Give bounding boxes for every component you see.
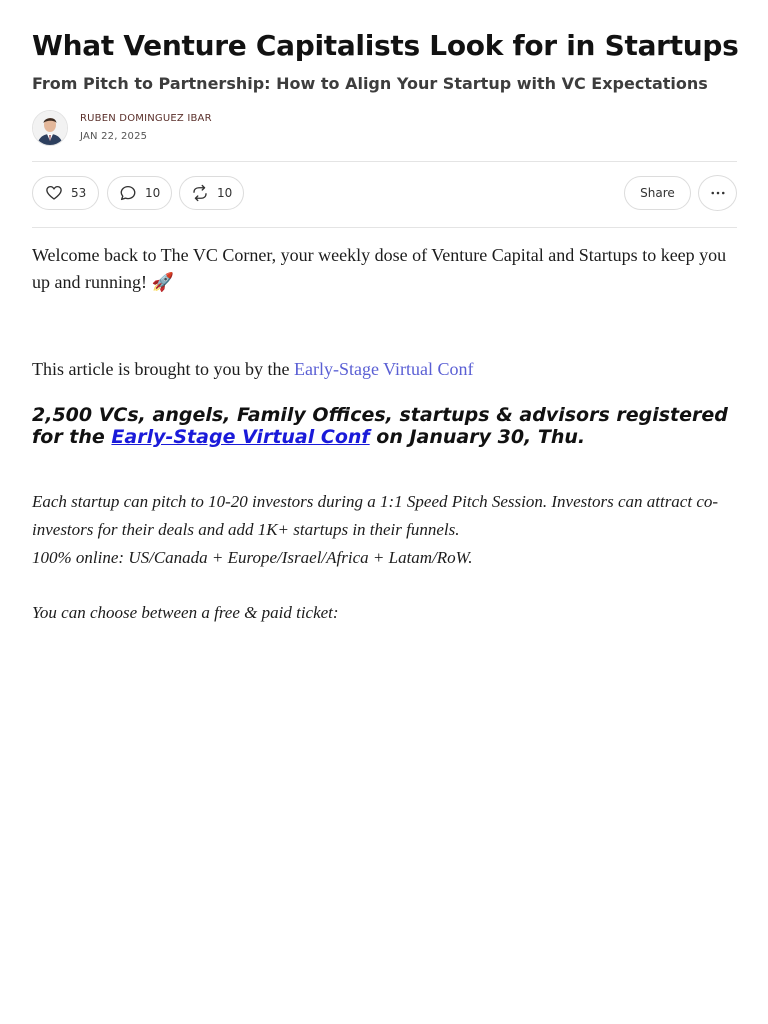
comment-count: 10 (145, 186, 161, 200)
divider-bottom (32, 227, 737, 228)
byline-text (80, 112, 212, 144)
sponsor-link[interactable]: Early-Stage Virtual Conf (293, 359, 474, 379)
publish-date: JAN 22, 2025 (80, 131, 148, 142)
headline-text-end: on January 30, Thu. (369, 426, 586, 448)
ellipsis-icon (709, 184, 727, 202)
article-title: What Venture Capitalists Look for in Startups (32, 29, 739, 62)
intro-paragraph: Welcome back to The VC Corner, your weekly dose of Venture Capital and Startups to keep you up and running! 🚀 (32, 245, 727, 292)
more-options-button[interactable] (698, 175, 737, 211)
headline-link[interactable]: Early-Stage Virtual Conf (111, 426, 370, 448)
author-avatar[interactable] (32, 110, 68, 146)
divider-top (32, 161, 737, 162)
restack-count: 10 (217, 186, 233, 200)
heart-icon (45, 184, 63, 202)
ticket-line: You can choose between a free & paid ticket: (32, 603, 339, 622)
article-subtitle: From Pitch to Partnership: How to Align Your Startup with VC Expectations (32, 74, 708, 93)
sponsor-prefix: This article is brought to you by the (32, 359, 294, 379)
restack-button[interactable] (179, 176, 244, 210)
event-details-line-2: 100% online: US/Canada + Europe/Israel/Africa + Latam/RoW. (32, 548, 473, 567)
headline-text-start: 2,500 VCs, angels, Family Offices, startups & advisors registered for the (32, 404, 728, 448)
like-button[interactable] (32, 176, 99, 210)
comment-button[interactable] (107, 176, 172, 210)
sponsor-paragraph (32, 356, 737, 383)
share-button[interactable]: Share (624, 176, 691, 210)
speech-bubble-icon (119, 184, 137, 202)
byline (32, 110, 212, 146)
event-details-line-1: Each startup can pitch to 10-20 investors during a 1:1 Speed Pitch Session. Investors can attract co-investors for their deals and add 1K+ startups in their funnels. (32, 492, 719, 539)
event-headline (32, 404, 737, 448)
restack-icon (191, 184, 209, 202)
event-details (32, 488, 737, 572)
action-bar (32, 176, 737, 212)
author-name[interactable]: RUBEN DOMINGUEZ IBAR (80, 113, 212, 124)
like-count: 53 (71, 186, 87, 200)
